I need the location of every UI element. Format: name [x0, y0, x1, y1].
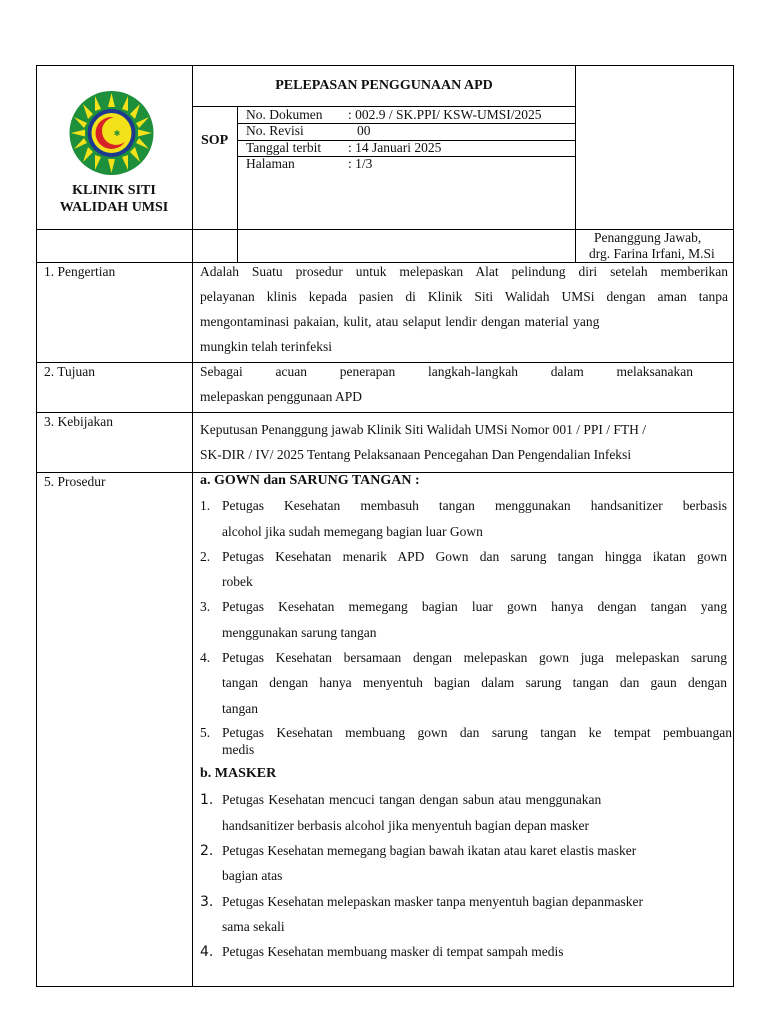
- sop-label: SOP: [201, 133, 229, 148]
- b-item-4-line-1: Petugas Kesehatan membuang masker di tempat sampah medis: [222, 944, 564, 959]
- b-item-1-line-1: Petugas Kesehatan mencuci tangan dengan sabun atau menggunakan: [222, 792, 602, 807]
- page-title: PELEPASAN PENGGUNAAN APD: [275, 78, 493, 93]
- b-item-4-number: 4.: [200, 944, 214, 960]
- a-item-3-number: 3.: [200, 599, 211, 614]
- a-item-5-number: 5.: [200, 725, 211, 740]
- pengertian-line-2: pelayanan klinis kepada pasien di Klinik Siti Walidah UMSi dengan aman tanpa: [200, 289, 728, 304]
- meta-value-no-revisi: 00: [357, 123, 371, 138]
- a-item-2-number: 2.: [200, 549, 211, 564]
- a-item-4-line-1: Petugas Kesehatan bersamaan dengan melepaskan gown juga melepaskan sarung: [222, 650, 727, 665]
- b-item-2-line-2: bagian atas: [222, 868, 283, 883]
- kebijakan-line-1: Keputusan Penanggung jawab Klinik Siti Walidah UMSi Nomor 001 / PPI / FTH /: [200, 422, 647, 437]
- a-item-2-line-1: Petugas Kesehatan menarik APD Gown dan sarung tangan hingga ikatan gown: [222, 549, 727, 564]
- section-label-kebijakan: 3. Kebijakan: [44, 414, 113, 429]
- clinic-name-line2: WALIDAH UMSI: [59, 200, 169, 215]
- responsible-name: drg. Farina Irfani, M.Si: [589, 246, 715, 261]
- meta-label-no-dokumen: No. Dokumen: [246, 107, 323, 122]
- b-item-1-line-2: handsanitizer berbasis alcohol jika menyentuh bagian depan masker: [222, 818, 589, 833]
- prosedur-a-title: a. GOWN dan SARUNG TANGAN :: [200, 473, 420, 488]
- meta-label-tanggal-terbit: Tanggal terbit: [246, 140, 322, 155]
- pengertian-line-4: mungkin telah terinfeksi: [200, 339, 332, 354]
- tujuan-line-2: melepaskan penggunaan APD: [200, 389, 362, 404]
- pengertian-line-3: mengontaminasi pakaian, kulit, atau selaput lendir dengan material yang: [200, 314, 600, 329]
- a-item-4-number: 4.: [200, 650, 211, 665]
- b-item-1-number: 1.: [200, 792, 214, 808]
- a-item-3-line-2: menggunakan sarung tangan: [222, 625, 377, 640]
- kebijakan-line-2: SK-DIR / IV/ 2025 Tentang Pelaksanaan Pencegahan Dan Pengendalian Infeksi: [200, 447, 632, 462]
- b-item-3-number: 3.: [200, 894, 214, 910]
- a-item-4-line-2: tangan dengan hanya menyentuh bagian dalam sarung tangan dan gaun dengan: [222, 675, 727, 690]
- b-item-2-number: 2.: [200, 843, 214, 859]
- responsible-title: Penanggung Jawab,: [594, 230, 702, 245]
- b-item-3-line-2: sama sekali: [222, 919, 285, 934]
- a-item-5-line-2: medis: [222, 742, 255, 757]
- meta-value-no-dokumen: : 002.9 / SK.PPI/ KSW-UMSI/2025: [348, 107, 542, 122]
- svg-text:✱: ✱: [113, 129, 121, 138]
- a-item-4-line-3: tangan: [222, 701, 258, 716]
- tujuan-line-1: Sebagai acuan penerapan langkah-langkah dalam melaksanakan: [200, 364, 693, 379]
- a-item-1-line-1: Petugas Kesehatan membasuh tangan menggunakan handsanitizer berbasis: [222, 498, 727, 513]
- pengertian-line-1: Adalah Suatu prosedur untuk melepaskan Alat pelindung diri setelah memberikan: [200, 264, 728, 279]
- b-item-3-line-1: Petugas Kesehatan melepaskan masker tanpa menyentuh bagian depanmasker: [222, 894, 643, 909]
- a-item-5-line-1: Petugas Kesehatan membuang gown dan sarung tangan ke tempat pembuangan: [222, 725, 732, 740]
- meta-value-tanggal-terbit: : 14 Januari 2025: [348, 140, 442, 155]
- clinic-logo: [61, 90, 162, 176]
- prosedur-b-title: b. MASKER: [200, 766, 277, 781]
- a-item-1-line-2: alcohol jika sudah memegang bagian luar Gown: [222, 524, 483, 539]
- meta-label-no-revisi: No. Revisi: [246, 123, 304, 138]
- a-item-1-number: 1.: [200, 498, 211, 513]
- section-label-pengertian: 1. Pengertian: [44, 264, 116, 279]
- a-item-3-line-1: Petugas Kesehatan memegang bagian luar gown hanya dengan tangan yang: [222, 599, 727, 614]
- clinic-name-line1: KLINIK SITI: [72, 183, 156, 198]
- b-item-2-line-1: Petugas Kesehatan memegang bagian bawah ikatan atau karet elastis masker: [222, 843, 637, 858]
- meta-value-halaman: : 1/3: [348, 156, 373, 171]
- a-item-2-line-2: robek: [222, 574, 253, 589]
- section-label-tujuan: 2. Tujuan: [44, 364, 96, 379]
- section-label-prosedur: 5. Prosedur: [44, 474, 106, 489]
- meta-label-halaman: Halaman: [246, 156, 295, 171]
